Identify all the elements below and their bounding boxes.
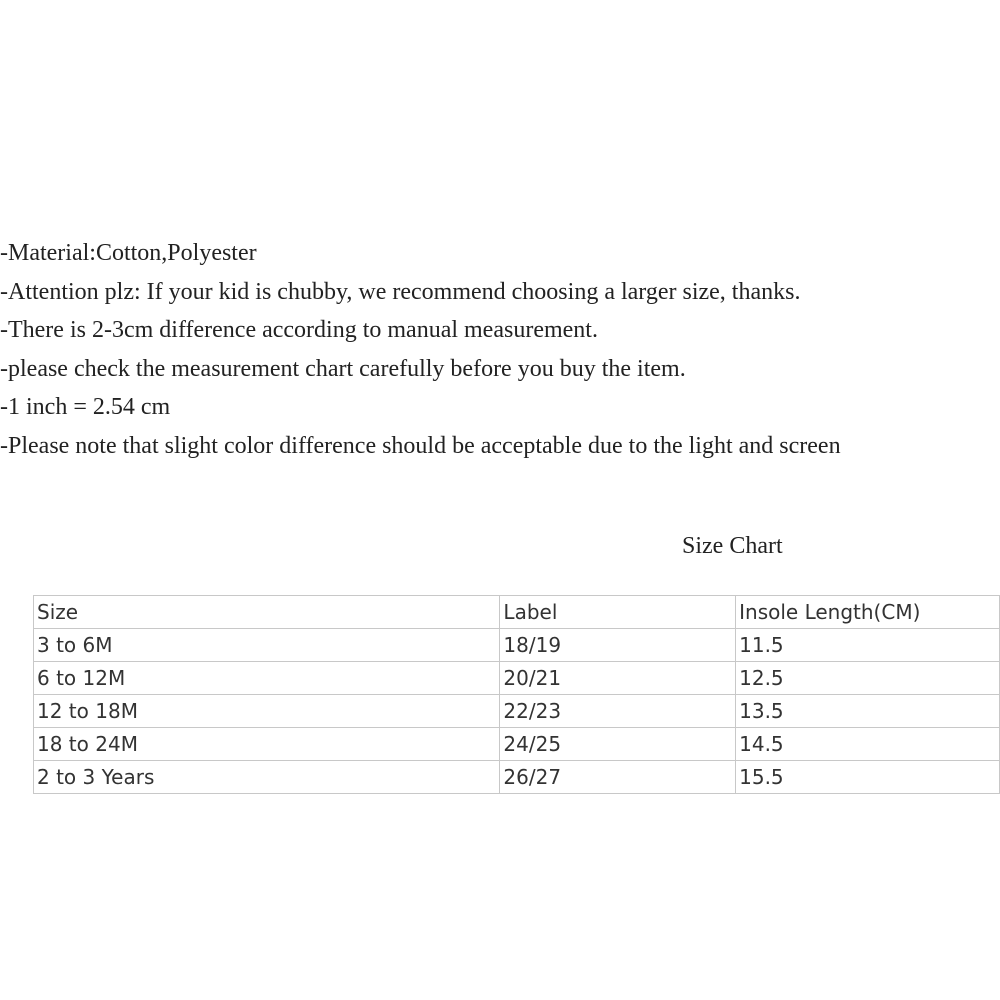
table-row [34, 761, 1000, 794]
cell-insole-length: 13.5 [736, 695, 1000, 728]
cell-label: 22/23 [500, 695, 736, 728]
cell-insole-length: 12.5 [736, 662, 1000, 695]
note-attention: -Attention plz: If your kid is chubby, we recommend choosing a larger size, thanks. [0, 278, 801, 305]
product-notes [0, 234, 1000, 466]
note-check-chart: -please check the measurement chart carefully before you buy the item. [0, 355, 686, 382]
note-measurement-difference: -There is 2-3cm difference according to manual measurement. [0, 317, 598, 344]
cell-insole-length: 15.5 [736, 761, 1000, 794]
size-chart-table [33, 595, 1000, 794]
header-insole-length: Insole Length(CM) [736, 596, 1000, 629]
cell-label: 18/19 [500, 629, 736, 662]
cell-label: 20/21 [500, 662, 736, 695]
table-row [34, 695, 1000, 728]
cell-size: 6 to 12M [34, 662, 500, 695]
cell-label: 24/25 [500, 728, 736, 761]
header-size: Size [34, 596, 500, 629]
cell-size: 12 to 18M [34, 695, 500, 728]
table-header-row [34, 596, 1000, 629]
table-row [34, 662, 1000, 695]
cell-size: 3 to 6M [34, 629, 500, 662]
note-color-difference: -Please note that slight color difference should be acceptable due to the light and screen [0, 432, 841, 459]
cell-insole-length: 14.5 [736, 728, 1000, 761]
cell-label: 26/27 [500, 761, 736, 794]
table-row [34, 629, 1000, 662]
cell-size: 2 to 3 Years [34, 761, 500, 794]
note-material: -Material:Cotton,Polyester [0, 240, 257, 266]
cell-insole-length: 11.5 [736, 629, 1000, 662]
header-label: Label [500, 596, 736, 629]
size-chart-title: Size Chart [682, 533, 783, 559]
cell-size: 18 to 24M [34, 728, 500, 761]
note-inch-conversion: -1 inch = 2.54 cm [0, 394, 171, 421]
table-row [34, 728, 1000, 761]
